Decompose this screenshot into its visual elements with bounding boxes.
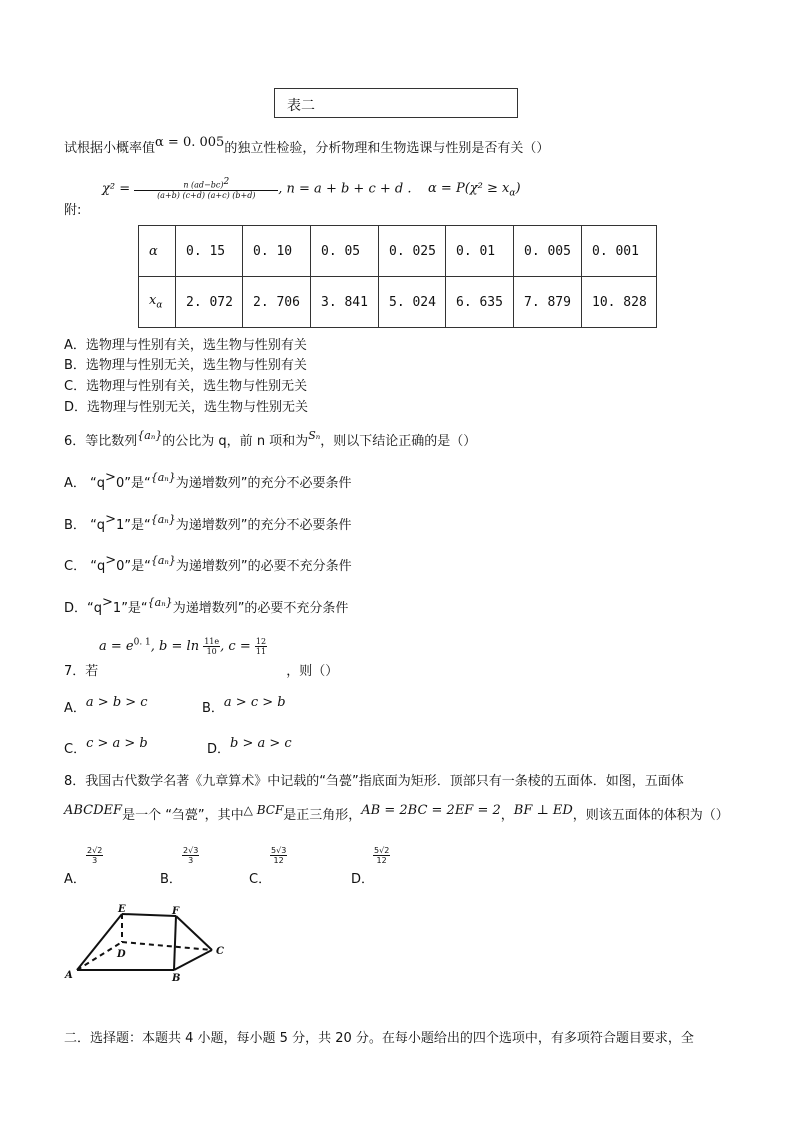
vertex-label-b: B	[172, 973, 181, 982]
formula-denominator: (a+b) (c+d) (a+c) (b+d)	[157, 190, 256, 200]
q6-option-d: D．“q>1”是“$^{\{a_n\}}$为递增数列”的必要不充分条件	[64, 595, 349, 616]
alpha-cell: 0. 05	[311, 226, 379, 277]
alpha-cell: 0. 10	[243, 226, 311, 277]
row-label-alpha: α	[139, 226, 176, 277]
x-cell: 6. 635	[446, 277, 514, 328]
q5-option-a: A．选物理与性别有关，选生物与性别有关	[64, 338, 307, 353]
vertex-label-f: F	[172, 906, 180, 917]
q6-option-b: B． “q>1”是“$^{\{a_n\}}$为递增数列”的充分不必要条件	[64, 512, 352, 533]
alpha-cell: 0. 01	[446, 226, 514, 277]
q7-option-d: D．b > a > c	[207, 736, 292, 757]
section-2-heading: 二．选择题：本题共 4 小题，每小题 5 分，共 20 分。在每小题给出的四个选项中，有多项符合题目要求，全	[64, 1031, 694, 1046]
edge-AD	[77, 942, 122, 970]
q7-option-c: C．c > a > b	[64, 736, 148, 757]
table-caption: 表二	[274, 88, 518, 118]
edge-FB	[174, 916, 176, 970]
q7-option-a: A．a > b > c	[64, 695, 148, 716]
formula-numerator: n (ad−bc)2	[134, 178, 278, 191]
critical-value-table	[138, 225, 657, 328]
alpha-cell: 0. 15	[176, 226, 243, 277]
q5-option-c: C．选物理与性别有关，选生物与性别无关	[64, 379, 308, 394]
edge-FC	[176, 916, 212, 950]
edge-EF	[122, 914, 176, 916]
q5-alpha-expr: α = 0. 005	[155, 135, 225, 150]
q5-prompt-post: 的独立性检验，分析物理和生物选课与性别是否有关（）	[224, 141, 550, 156]
q5-prompt-pre: 试根据小概率值	[64, 141, 156, 156]
x-cell: 5. 024	[379, 277, 446, 328]
vertex-label-c: C	[216, 946, 224, 957]
table-row	[139, 277, 657, 328]
q6-prompt: 6．等比数列$^{\{a_n\}}$的公比为 q，前 n 项和为$^{S_n}$，则以下结论正确的是（）	[64, 429, 477, 449]
x-cell: 2. 072	[176, 277, 243, 328]
q7-prompt: 7．若 ，则（）	[64, 664, 339, 679]
alpha-cell: 0. 005	[514, 226, 582, 277]
vertex-label-a: A	[65, 970, 73, 981]
attach-label: 附:	[64, 203, 82, 218]
q8-line2: ABCDEF是一个 “刍甍”，其中△ BCF是正三角形，AB = 2BC = 2EF = 2，BF ⊥ ED，则该五面体的体积为（）	[64, 803, 729, 823]
q7-option-b: B．a > c > b	[202, 695, 286, 716]
q5-prompt	[64, 137, 549, 156]
row-label-x: $x_\alpha$	[139, 277, 176, 328]
q6-option-a: A． “q>0”是“$^{\{a_n\}}$为递增数列”的充分不必要条件	[64, 470, 352, 491]
edge-BC	[174, 950, 212, 970]
vertex-label-e: E	[118, 904, 126, 915]
formula-lhs: χ² =	[102, 181, 131, 197]
q8-line1: 8．我国古代数学名著《九章算术》中记载的“刍甍”指底面为矩形．顶部只有一条棱的五面体．如图，五面体	[64, 774, 684, 789]
alpha-cell: 0. 025	[379, 226, 446, 277]
q7-expression: $a = e^{0. 1}$, b = ln $\frac{11e}{10}$ , c = $\frac{12}{11}$	[99, 637, 267, 656]
x-cell: 3. 841	[311, 277, 379, 328]
q5-option-b: B．选物理与性别无关，选生物与性别有关	[64, 358, 307, 373]
formula-alpha: $\alpha = P(\chi^2 \ge x_\alpha)$	[428, 181, 521, 199]
table-row	[139, 226, 657, 277]
q5-option-d: D．选物理与性别无关，选生物与性别无关	[64, 400, 309, 415]
alpha-cell: 0. 001	[582, 226, 657, 277]
q6-option-c: C． “q>0”是“$^{\{a_n\}}$为递增数列”的必要不充分条件	[64, 553, 352, 574]
edge-AE	[77, 914, 122, 970]
x-cell: 7. 879	[514, 277, 582, 328]
formula-fraction	[134, 178, 278, 200]
edge-DC	[122, 942, 212, 950]
formula-rest: , n = a + b + c + d .	[278, 181, 412, 197]
x-cell: 10. 828	[582, 277, 657, 328]
pentahedron-figure	[62, 900, 242, 982]
x-cell: 2. 706	[243, 277, 311, 328]
vertex-label-d: D	[117, 949, 126, 960]
chi-square-formula	[102, 178, 521, 200]
